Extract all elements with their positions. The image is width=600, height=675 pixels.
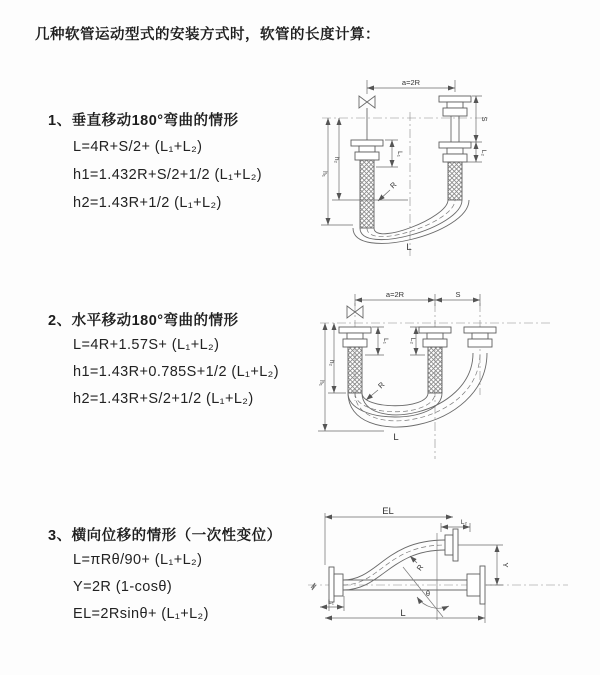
dim-label-l1: L₁ [396, 151, 403, 157]
flange-left [339, 327, 371, 347]
dim-label-l: L [400, 608, 406, 619]
dimension-el [325, 506, 453, 565]
dim-label-l1: L₁ [328, 599, 334, 606]
pipe-break-symbol [311, 583, 316, 590]
radius-callout [366, 380, 387, 400]
dimension-h2 [328, 323, 346, 393]
dimension-s [464, 96, 489, 142]
valve-icon [359, 96, 375, 108]
section-3-formula-Y: Y=2R (1-cosθ) [73, 579, 173, 595]
dim-label-h1: h₁ [321, 171, 328, 177]
radius-callout [378, 180, 399, 201]
section-3-formula-L: L=πRθ/90+ (L₁+L₂) [73, 552, 203, 568]
dim-label-l2: L₂ [460, 519, 468, 526]
dim-label-h2: h₂ [333, 156, 340, 164]
radius-callout [410, 556, 426, 572]
dim-label-h1: h₁ [318, 380, 325, 386]
hose-u-bend-moved [348, 353, 487, 427]
flange-middle [419, 327, 451, 347]
dim-label-s: S [455, 290, 461, 299]
diagram-3-lateral-displacement [300, 505, 585, 650]
flange-left [351, 140, 383, 160]
dimension-l [325, 604, 485, 623]
dim-label-a2r: a=2R [401, 78, 421, 87]
section-1-formula-h2: h2=1.43R+1/2 (L₁+L₂) [73, 195, 222, 211]
hose-braid-left [360, 160, 374, 228]
section-3-heading: 3、横向位移的情形（一次性变位） [48, 528, 282, 544]
dim-label-theta: θ [425, 589, 431, 598]
dim-label-l1: L₁ [382, 338, 389, 344]
section-2-formula-L: L=4R+1.57S+ (L₁+L₂) [73, 337, 220, 353]
section-1-formula-h1: h1=1.432R+S/2+1/2 (L₁+L₂) [73, 167, 263, 183]
diagram-1-vertical-movement-180-bend [308, 70, 533, 260]
dim-label-l: L [393, 432, 399, 443]
hose-braid-right [448, 162, 462, 200]
dim-label-r: R [414, 562, 426, 573]
dimension-a2r [355, 290, 480, 306]
dimension-a2r [367, 78, 455, 94]
dim-label-l2: L₂ [409, 337, 416, 345]
dim-label-r: R [388, 180, 399, 191]
pipe-right [451, 116, 459, 142]
flange-right-original [467, 566, 485, 604]
dimension-h1 [321, 118, 353, 225]
section-3-formula-EL: EL=2Rsinθ+ (L₁+L₂) [73, 606, 209, 622]
dim-label-a2r: a=2R [385, 290, 405, 299]
page-title: 几种软管运动型式的安装方式时，软管的长度计算： [35, 27, 380, 43]
dimension-s [435, 290, 480, 300]
dim-label-l: L [406, 242, 412, 253]
section-2-heading: 2、水平移动180°弯曲的情形 [48, 313, 239, 329]
section-1-heading: 1、垂直移动180°弯曲的情形 [48, 113, 239, 129]
hose-s-curve-displaced [343, 540, 445, 590]
flange-right-lower [439, 142, 471, 162]
dim-label-s: S [480, 116, 489, 122]
hose-braid-left [348, 347, 362, 393]
dim-label-r: R [376, 380, 387, 391]
dim-label-el: EL [382, 506, 394, 517]
dimension-l1 [320, 596, 344, 611]
flange-right-displaced [445, 529, 458, 561]
dim-label-y: Y [501, 562, 510, 568]
flange-left [329, 567, 343, 602]
section-1-formula-L: L=4R+S/2+ (L₁+L₂) [73, 139, 203, 155]
section-2-formula-h2: h2=1.43R+S/2+1/2 (L₁+L₂) [73, 391, 254, 407]
hose-braid-middle [428, 347, 442, 393]
diagram-2-horizontal-movement-180-bend [312, 283, 580, 468]
dim-label-l2: L₂ [480, 149, 487, 157]
dim-label-h2: h₂ [328, 359, 335, 367]
flange-right-upper [439, 96, 471, 116]
flange-right-moved-position [464, 327, 496, 347]
section-2-formula-h1: h1=1.43R+0.785S+1/2 (L₁+L₂) [73, 364, 279, 380]
